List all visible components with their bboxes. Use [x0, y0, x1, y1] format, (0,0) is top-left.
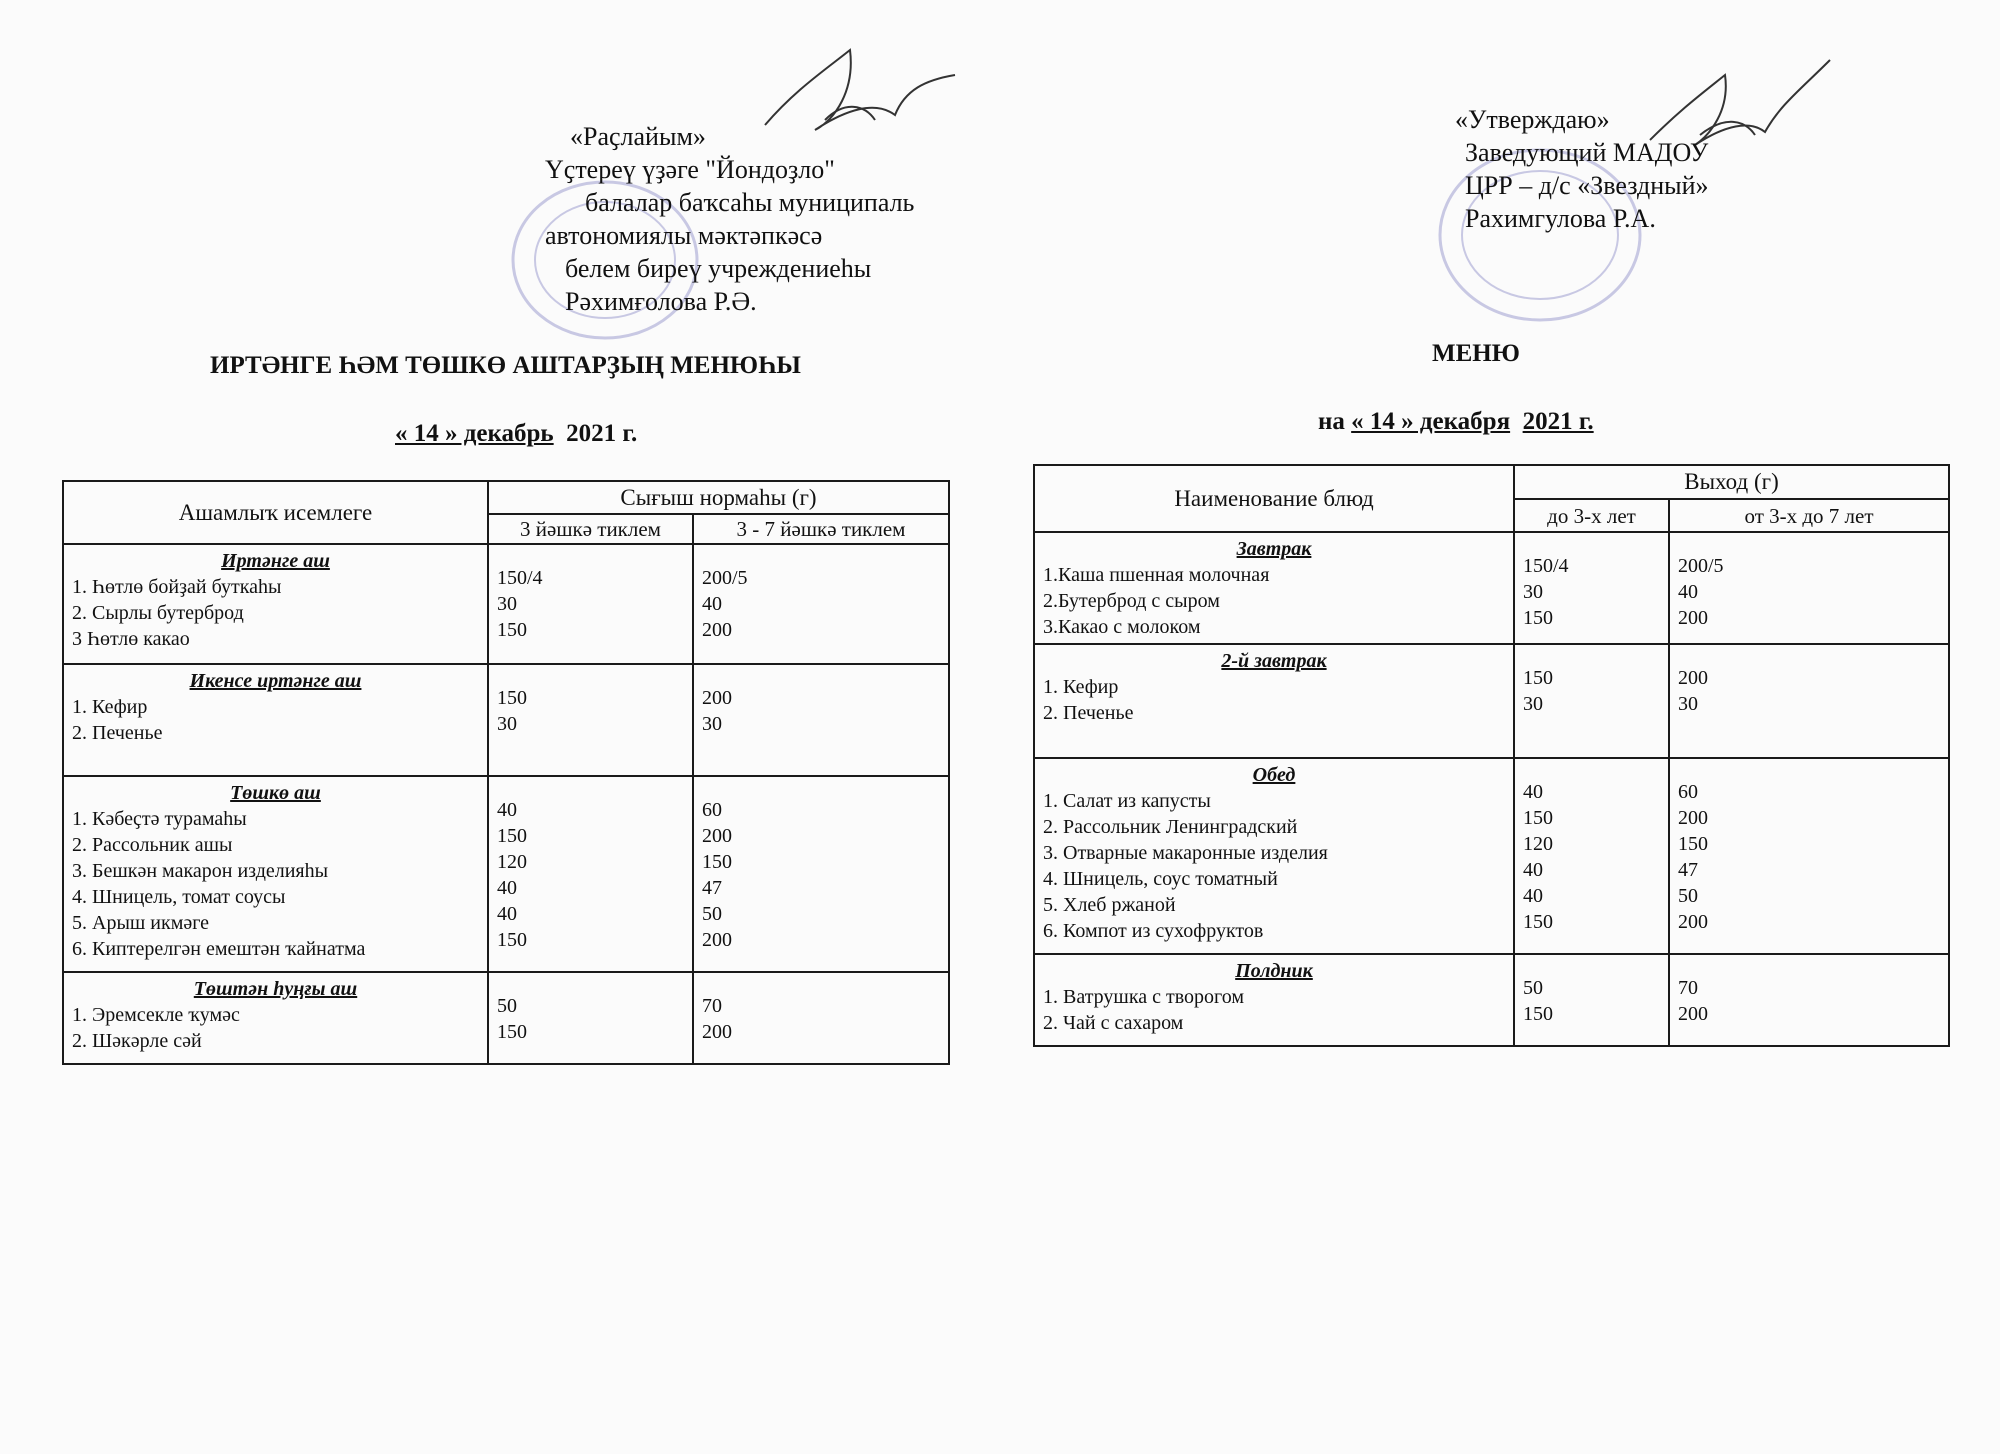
- meal-section-row: [1034, 758, 1949, 954]
- dish-item: 2. Сырлы бутерброд: [72, 602, 244, 624]
- dish-item: 2. Рассольник ашы: [72, 834, 233, 856]
- portion-age2-cell: [1669, 644, 1949, 758]
- portion-age1-cell: [488, 664, 693, 776]
- dish-item: 2. Печенье: [1043, 702, 1134, 724]
- dish-item: 1. Кефир: [72, 696, 148, 718]
- portion-value: 47: [1678, 859, 1698, 881]
- column-header-age1: 3 йәшкә тиклем: [488, 514, 693, 544]
- portion-value: 40: [497, 877, 517, 899]
- portion-age2-cell: [693, 776, 949, 972]
- approval-line: белем биреү учреждениеһы: [565, 254, 872, 283]
- portion-value: 200: [702, 1021, 732, 1043]
- portion-value: 40: [1523, 885, 1543, 907]
- meal-section-row: [1034, 532, 1949, 644]
- portion-value: 60: [1678, 781, 1698, 803]
- portion-age2-cell: [1669, 758, 1949, 954]
- column-header-dish: Наименование блюд: [1034, 465, 1514, 532]
- dish-item: 4. Шницель, соус томатный: [1043, 868, 1278, 890]
- meal-name: Төшкө аш: [230, 782, 321, 804]
- menu-date-left: [395, 420, 637, 448]
- portion-value: 200/5: [702, 567, 748, 589]
- meal-section-row: [63, 972, 949, 1064]
- approval-line: «Раҫлайым»: [570, 122, 706, 151]
- meal-name: Завтрак: [1236, 538, 1312, 560]
- meal-name: Иртәнге аш: [221, 550, 330, 572]
- dish-list-cell: [1034, 644, 1514, 758]
- portion-value: 200: [702, 825, 732, 847]
- dish-item: 5. Арыш икмәге: [72, 912, 210, 934]
- meal-section-row: [63, 544, 949, 664]
- dish-item: 1. Ватрушка с творогом: [1043, 986, 1245, 1008]
- menu-table-right: [1033, 464, 1950, 1047]
- portion-value: 200: [1678, 807, 1708, 829]
- portion-value: 150: [1523, 607, 1553, 629]
- portion-value: 200: [1678, 1003, 1708, 1025]
- dish-item: 2.Бутерброд с сыром: [1043, 590, 1220, 612]
- meal-name: Төштән һуңғы аш: [193, 978, 358, 1000]
- dish-item: 2. Шәкәрле сәй: [72, 1030, 202, 1052]
- dish-item: 1. Һөтлө бойҙай буткаһы: [72, 576, 282, 598]
- dish-item: 1.Каша пшенная молочная: [1043, 564, 1270, 586]
- portion-value: 30: [1523, 581, 1543, 603]
- approval-line: Рәхимғолова Р.Ә.: [565, 287, 757, 316]
- portion-value: 40: [1678, 581, 1698, 603]
- portion-age2-cell: [693, 972, 949, 1064]
- dish-item: 3.Какао с молоком: [1043, 616, 1201, 638]
- menu-title-left: ИРТӘНГЕ ҺӘМ ТӨШКӨ АШТАРҘЫҢ МЕНЮҺЫ: [210, 352, 801, 379]
- portion-age1-cell: [1514, 644, 1669, 758]
- portion-value: 150: [497, 825, 527, 847]
- portion-value: 200: [702, 687, 732, 709]
- portion-value: 150: [497, 687, 527, 709]
- meal-name: Полдник: [1235, 960, 1313, 982]
- meal-name: Икенсе иртәнге аш: [189, 670, 362, 692]
- dish-item: 2. Рассольник Ленинградский: [1043, 816, 1298, 838]
- dish-item: 5. Хлеб ржаной: [1043, 894, 1176, 916]
- portion-value: 50: [497, 995, 517, 1017]
- portion-age1-cell: [1514, 758, 1669, 954]
- approval-line: ЦРР – д/с «Звездный»: [1465, 171, 1709, 200]
- approval-line: Заведующий МАДОУ: [1465, 138, 1709, 167]
- dish-list-cell: [1034, 954, 1514, 1046]
- portion-value: 40: [497, 903, 517, 925]
- portion-value: 200: [1678, 607, 1708, 629]
- dish-list-cell: [63, 972, 488, 1064]
- portion-value: 120: [1523, 833, 1553, 855]
- portion-value: 150: [1523, 667, 1553, 689]
- dish-item: 3 Һөтлө какао: [72, 628, 190, 650]
- column-header-age1: до 3-х лет: [1514, 499, 1669, 532]
- portion-age2-cell: [1669, 532, 1949, 644]
- portion-value: 50: [1678, 885, 1698, 907]
- dish-item: 1. Эремсекле ҡумәс: [72, 1004, 240, 1026]
- meal-name: Обед: [1252, 764, 1296, 786]
- portion-value: 150: [702, 851, 732, 873]
- portion-value: 30: [497, 593, 517, 615]
- portion-value: 70: [702, 995, 722, 1017]
- portion-value: 200: [1678, 667, 1708, 689]
- portion-value: 150/4: [497, 567, 543, 589]
- dish-list-cell: [1034, 532, 1514, 644]
- portion-age2-cell: [1669, 954, 1949, 1046]
- portion-value: 120: [497, 851, 527, 873]
- portion-value: 60: [702, 799, 722, 821]
- portion-age1-cell: [488, 776, 693, 972]
- portion-value: 150: [1523, 807, 1553, 829]
- dish-list-cell: [63, 544, 488, 664]
- approval-line: Үҫтереү үҙәге "Йондоҙло": [545, 155, 835, 184]
- portion-value: 70: [1678, 977, 1698, 999]
- meal-section-row: [1034, 954, 1949, 1046]
- dish-item: 6. Киптерелгән емештән ҡайнатма: [72, 938, 366, 960]
- portion-age1-cell: [488, 972, 693, 1064]
- dish-item: 6. Компот из сухофруктов: [1043, 920, 1264, 942]
- portion-value: 200: [1678, 911, 1708, 933]
- portion-value: 47: [702, 877, 722, 899]
- meal-section-row: [63, 776, 949, 972]
- portion-value: 30: [702, 713, 722, 735]
- portion-value: 200: [702, 619, 732, 641]
- portion-value: 50: [1523, 977, 1543, 999]
- approval-block-left: [545, 120, 914, 318]
- dish-list-cell: [63, 664, 488, 776]
- portion-value: 150: [1523, 1003, 1553, 1025]
- menu-table-left: [62, 480, 950, 1065]
- date-prefix: на: [1318, 408, 1345, 435]
- column-header-output: Выход (г): [1514, 465, 1949, 499]
- approval-line: балалар баҡсаһы муниципаль: [585, 188, 915, 217]
- portion-value: 40: [497, 799, 517, 821]
- meal-name: 2-й завтрак: [1221, 650, 1327, 672]
- dish-item: 4. Шницель, томат соусы: [72, 886, 286, 908]
- dish-list-cell: [1034, 758, 1514, 954]
- date-year: 2021 г.: [566, 420, 638, 447]
- menu-title-right: МЕНЮ: [1432, 340, 1520, 367]
- approval-line: Рахимгулова Р.А.: [1465, 204, 1656, 233]
- portion-value: 150: [497, 619, 527, 641]
- portion-age1-cell: [1514, 532, 1669, 644]
- portion-value: 40: [702, 593, 722, 615]
- portion-value: 150: [497, 929, 527, 951]
- dish-item: 1. Кефир: [1043, 676, 1119, 698]
- date-year: 2021 г.: [1522, 408, 1594, 435]
- dish-item: 3. Бешкән макарон изделияһы: [72, 860, 329, 882]
- portion-value: 40: [1523, 859, 1543, 881]
- menu-date-right: [1318, 408, 1594, 436]
- dish-item: 3. Отварные макаронные изделия: [1043, 842, 1328, 864]
- meal-section-row: [63, 664, 949, 776]
- dish-item: 1. Кәбеҫтә турамаһы: [72, 808, 247, 830]
- portion-value: 40: [1523, 781, 1543, 803]
- approval-line: автономиялы мәктәпкәсә: [545, 221, 823, 250]
- date-day-month: « 14 » декабрь: [395, 420, 554, 447]
- approval-line: «Утверждаю»: [1455, 105, 1610, 134]
- portion-age1-cell: [488, 544, 693, 664]
- dish-item: 2. Печенье: [72, 722, 163, 744]
- portion-age2-cell: [693, 664, 949, 776]
- portion-value: 200: [702, 929, 732, 951]
- column-header-dish: Ашамлыҡ исемлеге: [63, 481, 488, 544]
- column-header-age2: 3 - 7 йәшкә тиклем: [693, 514, 949, 544]
- portion-value: 30: [1678, 693, 1698, 715]
- meal-section-row: [1034, 644, 1949, 758]
- portion-value: 150/4: [1523, 555, 1569, 577]
- dish-item: 2. Чай с сахаром: [1043, 1012, 1184, 1034]
- portion-value: 200/5: [1678, 555, 1724, 577]
- portion-age1-cell: [1514, 954, 1669, 1046]
- approval-block-right: [1455, 103, 1709, 235]
- column-header-age2: от 3-х до 7 лет: [1669, 499, 1949, 532]
- portion-value: 50: [702, 903, 722, 925]
- dish-item: 1. Салат из капусты: [1043, 790, 1211, 812]
- portion-value: 30: [1523, 693, 1543, 715]
- portion-value: 30: [497, 713, 517, 735]
- portion-value: 150: [1523, 911, 1553, 933]
- portion-value: 150: [497, 1021, 527, 1043]
- portion-value: 150: [1678, 833, 1708, 855]
- portion-age2-cell: [693, 544, 949, 664]
- date-day-month: « 14 » декабря: [1351, 408, 1511, 435]
- column-header-output: Сығыш нормаһы (г): [488, 481, 949, 514]
- dish-list-cell: [63, 776, 488, 972]
